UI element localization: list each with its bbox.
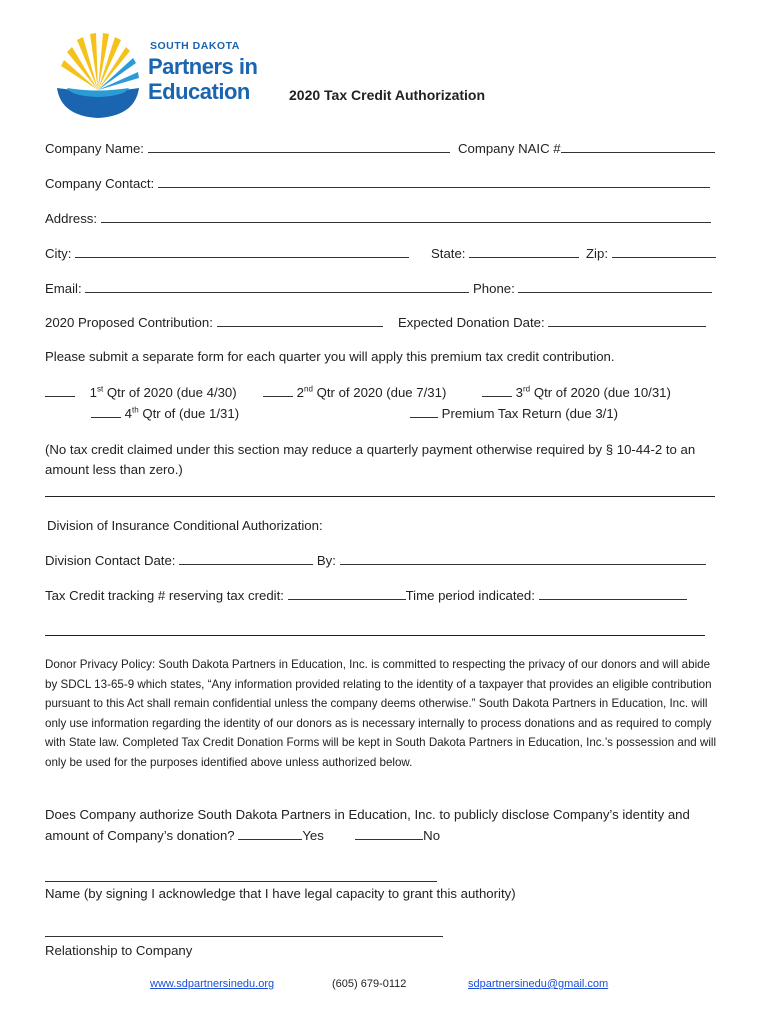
- zip-label: Zip:: [586, 246, 608, 261]
- signature-label: Name (by signing I acknowledge that I have legal capacity to grant this authority): [45, 886, 516, 901]
- city-row: [45, 245, 409, 262]
- zip-row: [586, 245, 716, 262]
- proposed-contribution-field[interactable]: [217, 314, 383, 327]
- quarter-3-blank[interactable]: [482, 384, 512, 397]
- division-heading: Division of Insurance Conditional Authorization:: [47, 518, 323, 533]
- footer-phone: (605) 679-0112: [332, 978, 407, 990]
- relationship-line[interactable]: [45, 936, 443, 937]
- tracking-label: Tax Credit tracking # reserving tax credit:: [45, 588, 284, 603]
- phone-field[interactable]: [518, 280, 712, 293]
- company-naic-label: Company NAIC #: [458, 141, 561, 156]
- expected-date-row: [398, 314, 706, 331]
- yes-label: Yes: [302, 828, 324, 843]
- company-naic-field[interactable]: [561, 140, 715, 153]
- expected-donation-date-field[interactable]: [548, 314, 706, 327]
- address-row: [45, 210, 711, 227]
- tracking-field[interactable]: [288, 587, 406, 600]
- phone-row: [473, 280, 712, 297]
- zip-field[interactable]: [612, 245, 716, 258]
- notice-text: (No tax credit claimed under this section may reduce a quarterly payment otherwise required by § 10-44-2 to an amount less than zero.): [45, 442, 696, 477]
- authorize-question-row: [45, 827, 440, 844]
- logo-line-1: SOUTH DAKOTA: [150, 40, 240, 52]
- state-row: [431, 245, 579, 262]
- sun-logo-icon: [55, 30, 141, 120]
- quarter-2-num: 2: [296, 385, 305, 400]
- quarter-4-num: 4: [124, 406, 133, 421]
- relationship-label: Relationship to Company: [45, 943, 193, 958]
- divider-2: [45, 635, 705, 636]
- city-label: City:: [45, 246, 72, 261]
- phone-label: Phone:: [473, 281, 515, 296]
- quarter-2-sup: nd: [304, 384, 313, 394]
- expected-donation-date-label: Expected Donation Date:: [398, 315, 545, 330]
- division-contact-date-field[interactable]: [179, 552, 313, 565]
- footer-email-link[interactable]: sdpartnersinedu@gmail.com: [468, 978, 609, 990]
- divider-1: [45, 496, 715, 497]
- quarter-4-blank[interactable]: [91, 405, 121, 418]
- privacy-policy: [45, 655, 725, 772]
- page-title: 2020 Tax Credit Authorization: [289, 87, 486, 103]
- premium-blank[interactable]: [410, 405, 438, 418]
- quarter-instruction: Please submit a separate form for each quarter you will apply this premium tax credit contribution.: [45, 349, 615, 364]
- premium-label: Premium Tax Return (due 3/1): [441, 406, 619, 421]
- no-blank[interactable]: [355, 827, 423, 840]
- state-label: State:: [431, 246, 466, 261]
- time-period-label: Time period indicated:: [405, 588, 535, 603]
- company-contact-field[interactable]: [158, 175, 710, 188]
- quarter-2-blank[interactable]: [263, 384, 293, 397]
- premium-option: [410, 405, 618, 422]
- quarter-1-blank[interactable]: [45, 384, 75, 397]
- company-contact-row: [45, 175, 710, 192]
- email-field[interactable]: [85, 280, 469, 293]
- quarter-4-sup: th: [132, 405, 139, 415]
- company-name-row: [45, 140, 450, 157]
- privacy-text: : South Dakota Partners in Education, Inc. is committed to respecting the privacy of our donors and will abide by SDCL 13-65-9 which states, “Any information provided relating to the identity of a taxpayer that provides an eligible contribution pursuant to this Act shall remain confidential unless the company deems otherwise.” South Dakota Partners in Education, Inc. will only use information regarding the identity of our donors as is necessary internally to process donations and as required to comply with State law. Completed Tax Credit Donation Forms will be kept in South Dakota Partners in Education, Inc.’s possession and will only be used for the purposes identified above unless authorized below.: [45, 658, 717, 769]
- tracking-row: [45, 587, 687, 604]
- quarter-1-option: [45, 384, 237, 401]
- time-period-field[interactable]: [539, 587, 687, 600]
- division-by-field[interactable]: [340, 552, 706, 565]
- authorize-question-line-2: amount of Company’s donation?: [45, 828, 235, 843]
- company-name-field[interactable]: [148, 140, 450, 153]
- quarter-1-label: Qtr of 2020 (due 4/30): [106, 385, 237, 400]
- logo-line-2: Partners in: [148, 54, 258, 79]
- privacy-label: Donor Privacy Policy: [45, 658, 152, 671]
- proposed-contribution-label: 2020 Proposed Contribution:: [45, 315, 213, 330]
- company-naic-row: [458, 140, 715, 157]
- quarter-4-label: Qtr of (due 1/31): [142, 406, 240, 421]
- address-label: Address:: [45, 211, 98, 226]
- state-field[interactable]: [469, 245, 579, 258]
- yes-blank[interactable]: [238, 827, 302, 840]
- division-by-label: By:: [316, 553, 336, 568]
- quarter-3-num: 3: [515, 385, 524, 400]
- contribution-row: [45, 314, 383, 331]
- quarter-3-label: Qtr of 2020 (due 10/31): [533, 385, 671, 400]
- no-label: No: [423, 828, 441, 843]
- quarter-3-option: [482, 384, 671, 401]
- company-name-label: Company Name:: [45, 141, 144, 156]
- quarter-2-option: [263, 384, 446, 401]
- email-row: [45, 280, 469, 297]
- quarter-3-sup: rd: [523, 384, 531, 394]
- signature-line[interactable]: [45, 881, 437, 882]
- logo: [55, 30, 270, 122]
- division-contact-date-label: Division Contact Date:: [45, 553, 176, 568]
- email-label: Email:: [45, 281, 82, 296]
- company-contact-label: Company Contact:: [45, 176, 155, 191]
- logo-line-3: Education: [148, 79, 250, 104]
- authorize-question-line-1: Does Company authorize South Dakota Partners in Education, Inc. to publicly disclose Company’s identity and: [45, 807, 690, 822]
- footer-website-link[interactable]: www.sdpartnersinedu.org: [150, 978, 275, 990]
- division-contact-row: [45, 552, 706, 569]
- quarter-1-num: 1: [89, 385, 97, 400]
- city-field[interactable]: [75, 245, 409, 258]
- address-field[interactable]: [101, 210, 711, 223]
- quarter-4-option: [91, 405, 239, 422]
- quarter-1-sup: st: [97, 384, 104, 394]
- quarter-2-label: Qtr of 2020 (due 7/31): [316, 385, 447, 400]
